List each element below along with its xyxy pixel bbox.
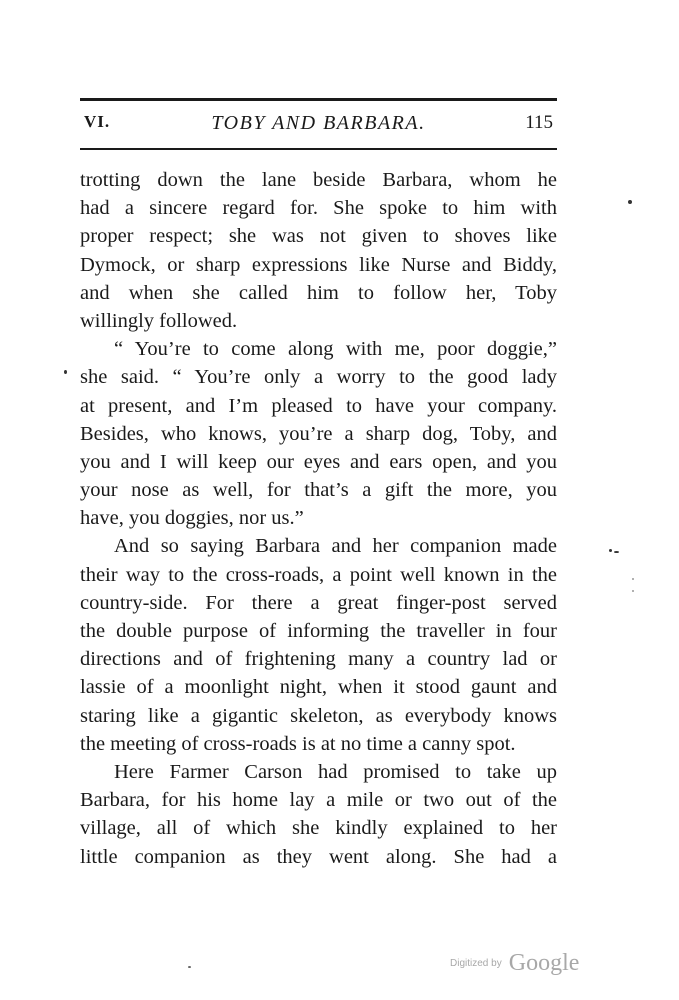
text-line: their way to the cross-roads, a point well known in the [80, 563, 557, 586]
text-line: have, you doggies, nor us.” [80, 507, 304, 530]
text-line: at present, and I’m pleased to have your company. [80, 394, 557, 417]
text-line: had a sincere regard for. She spoke to him with [80, 197, 557, 220]
body-text [80, 166, 557, 871]
page-number: 115 [525, 112, 553, 133]
text-line: you and I will keep our eyes and ears open, and you [80, 450, 557, 473]
text-line: village, all of which she kindly explained to her [80, 817, 557, 840]
text-line: directions and of frightening many a country lad or [80, 648, 557, 671]
scan-speck [628, 200, 632, 204]
text-line: little companion as they went along. She had a [80, 845, 557, 868]
scan-speck [632, 590, 634, 592]
running-title: TOBY AND BARBARA. [211, 112, 426, 134]
text-line: the double purpose of informing the traveller in four [80, 620, 557, 642]
text-line: proper respect; she was not given to shoves like [80, 225, 557, 248]
chapter-number: VI. [84, 112, 111, 131]
scan-speck [64, 370, 67, 374]
text-line: Barbara, for his home lay a mile or two out of the [80, 789, 557, 812]
text-line: willingly followed. [80, 309, 238, 332]
text-line: lassie of a moonlight night, when it stood gaunt and [80, 676, 557, 699]
text-line: Here Farmer Carson had promised to take up [114, 760, 557, 783]
header-rule-top [80, 98, 557, 101]
scan-speck [188, 966, 191, 968]
text-line: Besides, who knows, you’re a sharp dog, Toby, and [80, 422, 557, 445]
header-rule-bottom [80, 148, 557, 150]
text-line: trotting down the lane beside Barbara, whom he [80, 169, 557, 191]
running-head [80, 112, 557, 138]
text-line: country-side. For there a great finger-post served [80, 591, 557, 614]
scan-speck [609, 549, 612, 552]
text-line: she said. “ You’re only a worry to the good lady [80, 366, 557, 389]
scan-speck [632, 578, 634, 580]
text-line: your nose as well, for that’s a gift the more, you [80, 479, 557, 502]
scan-speck [614, 551, 619, 553]
text-line: and when she called him to follow her, Toby [80, 281, 557, 304]
text-line: staring like a gigantic skeleton, as everybody knows [80, 704, 557, 727]
text-line: And so saying Barbara and her companion made [114, 535, 557, 558]
text-line: Dymock, or sharp expressions like Nurse and Biddy, [80, 253, 557, 276]
text-line: the meeting of cross-roads is at no time a canny spot. [80, 732, 516, 755]
watermark-prefix: Digitized by [450, 958, 502, 969]
google-logo: Google [508, 950, 580, 976]
digitized-watermark [450, 950, 579, 977]
text-line: “ You’re to come along with me, poor doggie,” [114, 338, 557, 361]
